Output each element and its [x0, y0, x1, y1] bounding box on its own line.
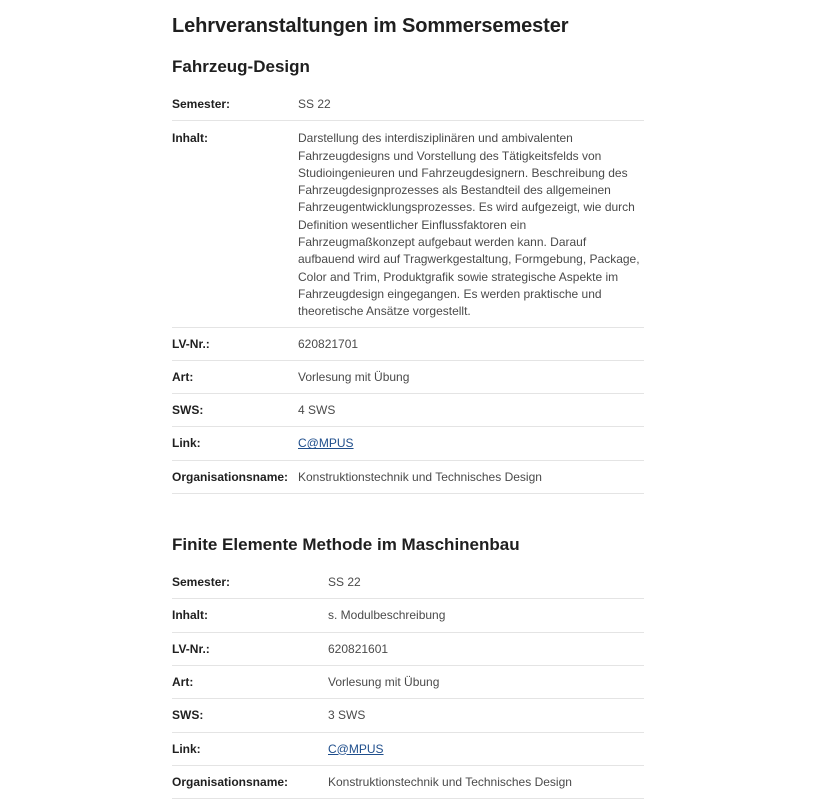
inhalt-label: Inhalt: — [172, 121, 298, 327]
lv-nr-value: 620821701 — [298, 327, 644, 360]
table-row — [172, 427, 644, 460]
lv-nr-label: LV-Nr.: — [172, 327, 298, 360]
art-label: Art: — [172, 665, 328, 698]
table-row — [172, 394, 644, 427]
table-row — [172, 665, 644, 698]
table-row — [172, 566, 644, 599]
course-info-table — [172, 88, 644, 494]
semester-value: SS 22 — [328, 566, 644, 599]
art-value: Vorlesung mit Übung — [298, 360, 644, 393]
inhalt-value: s. Modulbeschreibung — [328, 599, 644, 632]
lv-nr-label: LV-Nr.: — [172, 632, 328, 665]
art-label: Art: — [172, 360, 298, 393]
course-info-table — [172, 566, 644, 799]
course-title-finite-elemente-methode: Finite Elemente Methode im Maschinenbau — [172, 535, 520, 555]
table-row — [172, 327, 644, 360]
inhalt-label: Inhalt: — [172, 599, 328, 632]
semester-value: SS 22 — [298, 88, 644, 121]
table-row — [172, 599, 644, 632]
sws-value: 3 SWS — [328, 699, 644, 732]
table-row — [172, 632, 644, 665]
table-row — [172, 460, 644, 493]
semester-label: Semester: — [172, 88, 298, 121]
table-row — [172, 88, 644, 121]
link-label: Link: — [172, 427, 298, 460]
table-row — [172, 360, 644, 393]
sws-label: SWS: — [172, 394, 298, 427]
sws-value: 4 SWS — [298, 394, 644, 427]
campus-link[interactable]: C@MPUS — [328, 741, 384, 756]
art-value: Vorlesung mit Übung — [328, 665, 644, 698]
sws-label: SWS: — [172, 699, 328, 732]
campus-link[interactable]: C@MPUS — [298, 436, 354, 451]
organisationsname-value: Konstruktionstechnik und Technisches Design — [328, 765, 644, 798]
semester-label: Semester: — [172, 566, 328, 599]
lv-nr-value: 620821601 — [328, 632, 644, 665]
page-title: Lehrveranstaltungen im Sommersemester — [172, 15, 569, 37]
link-label: Link: — [172, 732, 328, 765]
table-row — [172, 765, 644, 798]
organisationsname-label: Organisationsname: — [172, 765, 328, 798]
organisationsname-label: Organisationsname: — [172, 460, 298, 493]
table-row — [172, 732, 644, 765]
course-title-fahrzeug-design: Fahrzeug-Design — [172, 57, 310, 76]
table-row — [172, 699, 644, 732]
inhalt-value: Darstellung des interdisziplinären und ambivalenten Fahrzeugdesigns und Vorstellung des Tätigkeitsfelds von Studioingenieuren und Fahrzeugdesignern. Beschreibung des Fahrzeugdesignprozesses als Bestandteil des allgemeinen Fahrzeugentwicklungsprozesses. Es wird aufgezeigt, wie durch Definition wesentlicher Einflussfaktoren ein Fahrzeugmaßkonzept aufgebaut werden kann. Darauf aufbauend wird auf Tragwerkgestaltung, Formgebung, Package, Color and Trim, Produktgrafik sowie strategische Aspekte im Fahrzeugdesign eingegangen. Es werden praktische und theoretische Ansätze vorgestellt. — [298, 121, 644, 327]
content-area — [172, 0, 644, 799]
organisationsname-value: Konstruktionstechnik und Technisches Design — [298, 460, 644, 493]
table-row — [172, 121, 644, 327]
